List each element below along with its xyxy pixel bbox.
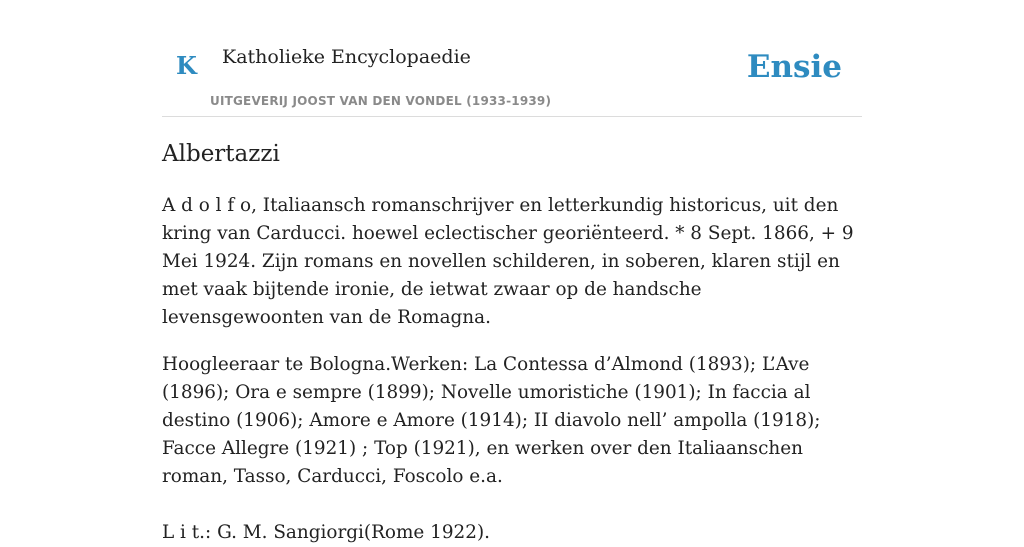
site-header [162, 0, 862, 117]
article [162, 138, 862, 547]
literature-reference: L i t.: G. M. Sangiorgi(Rome 1922). [162, 522, 490, 543]
site-title[interactable]: Katholieke Encyclopaedie [222, 46, 471, 68]
site-logo[interactable]: K [176, 51, 197, 80]
article-paragraph: Hoogleeraar te Bologna.Werken: La Contessa d’Almond (1893); L’Ave (1896); Ora e sempre (1899); Novelle umoristiche (1901); In faccia al destino (1906); Amore e Amore (1914); II diavolo nell’ ampolla (1918); Facce Allegre (1921) ; Top (1921), en werken over den Italiaanschen roman, Tasso, Carducci, Foscolo e.a. [162, 354, 821, 487]
article-title: Albertazzi [162, 141, 280, 167]
article-paragraph: A d o l f o, Italiaansch romanschrijver en letterkundig historicus, uit den kring van Carducci. hoewel eclectischer georiënteerd. * 8 Sept. 1866, + 9 Mei 1924. Zijn romans en novellen schilderen, in soberen, klaren stijl en met vaak bijtende ironie, de ietwat zwaar op de handsche levensgewoonten van de Romagna. [162, 195, 854, 328]
publisher-label: UITGEVERIJ JOOST VAN DEN VONDEL (1933-1939) [210, 94, 552, 108]
brand-logo[interactable]: Ensie [746, 49, 842, 85]
